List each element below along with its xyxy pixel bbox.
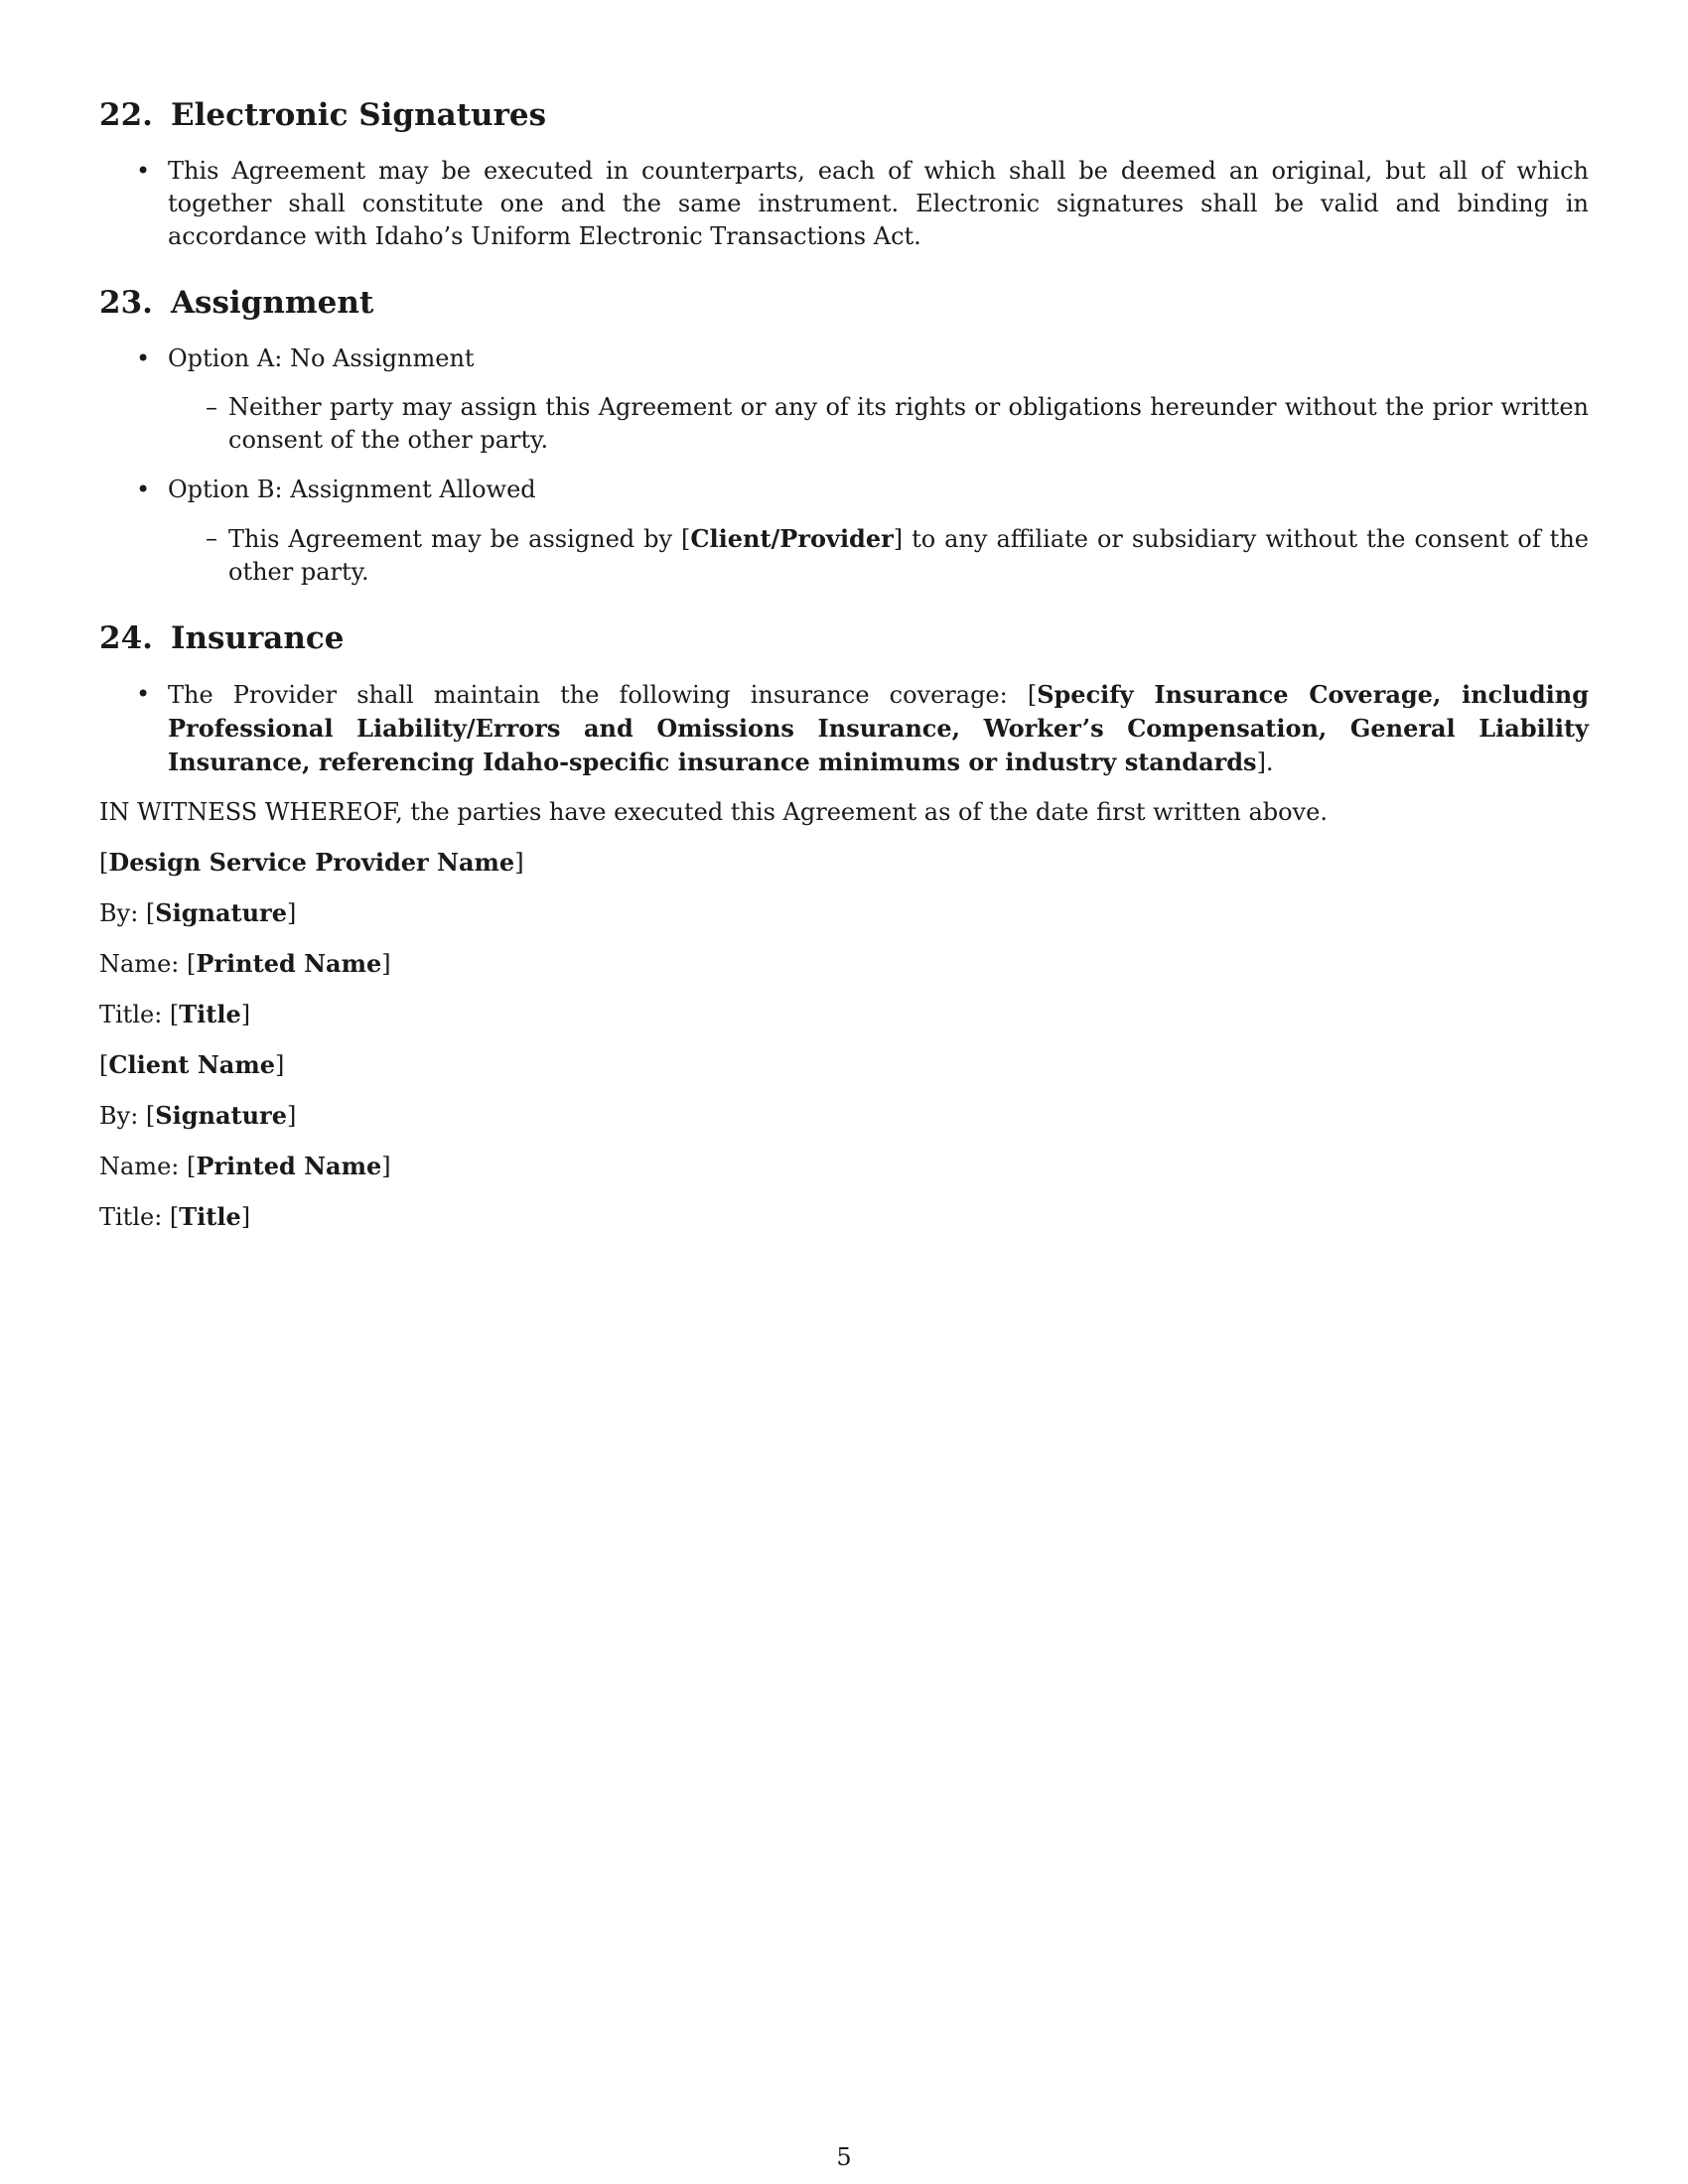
placeholder-field: Client Name — [108, 1050, 276, 1079]
sub-list — [168, 391, 1589, 457]
client-name-line: Name: [Printed Name] — [99, 1152, 391, 1180]
section-electronic-signatures — [99, 95, 1589, 253]
provider-party-name: [Design Service Provider Name] — [99, 848, 524, 877]
field-label: By: — [99, 1102, 139, 1130]
section-number: 23. — [99, 285, 153, 321]
detail-text: ] to any affiliate or subsidiary without the consent of the other party. — [228, 525, 1589, 586]
section-insurance — [99, 618, 1589, 779]
placeholder-field: Client/Provider — [690, 524, 894, 553]
section-title: Assignment — [170, 285, 374, 321]
bullet-list — [99, 678, 1589, 779]
option-a — [99, 342, 1589, 457]
bullet-text: The Provider shall maintain the following insurance coverage: [ — [168, 681, 1038, 709]
client-title-line: Title: [Title] — [99, 1202, 251, 1231]
field-label: By: — [99, 899, 139, 927]
provider-title-line: Title: [Title] — [99, 1000, 251, 1028]
placeholder-field: Design Service Provider Name — [108, 848, 515, 877]
option-b — [99, 474, 1589, 589]
section-heading — [99, 95, 1589, 135]
section-heading — [99, 283, 1589, 323]
sub-list-item: – Neither party may assign this Agreement or any of its rights or obligations hereunder without the prior written consent of the other party. — [168, 391, 1589, 457]
witness-statement: IN WITNESS WHEREOF, the parties have executed this Agreement as of the date first written above. — [99, 798, 1328, 826]
section-title: Electronic Signatures — [170, 97, 547, 133]
section-number: 22. — [99, 97, 153, 133]
option-label: Option B: Assignment Allowed — [168, 476, 536, 503]
client-party-name: [Client Name] — [99, 1050, 285, 1079]
placeholder-field: Title — [179, 1000, 241, 1028]
signature-area — [99, 796, 1589, 1234]
list-item: • This Agreement may be executed in counterparts, each of which shall be deemed an original, but all of which together shall constitute one and the same instrument. Electronic signatures shall be valid and binding in accordance with Idaho’s Uniform Electronic Transactions Act. — [99, 155, 1589, 253]
field-label: Name: — [99, 950, 180, 978]
placeholder-field: Signature — [155, 1101, 287, 1130]
placeholder-field: Printed Name — [196, 1152, 382, 1180]
option-list — [99, 342, 1589, 589]
placeholder-field: Signature — [155, 898, 287, 927]
section-number: 24. — [99, 620, 153, 656]
provider-by-line: By: [Signature] — [99, 898, 297, 927]
client-by-line: By: [Signature] — [99, 1101, 297, 1130]
page-number: 5 — [836, 2143, 852, 2171]
section-heading — [99, 618, 1589, 658]
placeholder-field: Specify Insurance Coverage, including Professional Liability/Errors and Omissions Insurance, Worker’s Compensation, General Liability Insurance, referencing Idaho-specific insurance minimums or industry standards — [168, 680, 1589, 776]
placeholder-field: Title — [179, 1202, 241, 1231]
field-label: Title: — [99, 1001, 163, 1028]
sub-list — [168, 522, 1589, 589]
bullet-list — [99, 155, 1589, 253]
section-assignment — [99, 283, 1589, 589]
placeholder-field: Printed Name — [196, 949, 382, 978]
sub-list-item — [168, 522, 1589, 589]
option-label: Option A: No Assignment — [168, 344, 475, 372]
detail-text: This Agreement may be assigned by [ — [228, 525, 691, 553]
field-label: Name: — [99, 1153, 180, 1180]
bullet-text: ]. — [1256, 749, 1274, 776]
document-page — [99, 95, 1589, 1251]
provider-name-line: Name: [Printed Name] — [99, 949, 391, 978]
section-title: Insurance — [170, 620, 345, 656]
field-label: Title: — [99, 1203, 163, 1231]
list-item — [99, 678, 1589, 779]
